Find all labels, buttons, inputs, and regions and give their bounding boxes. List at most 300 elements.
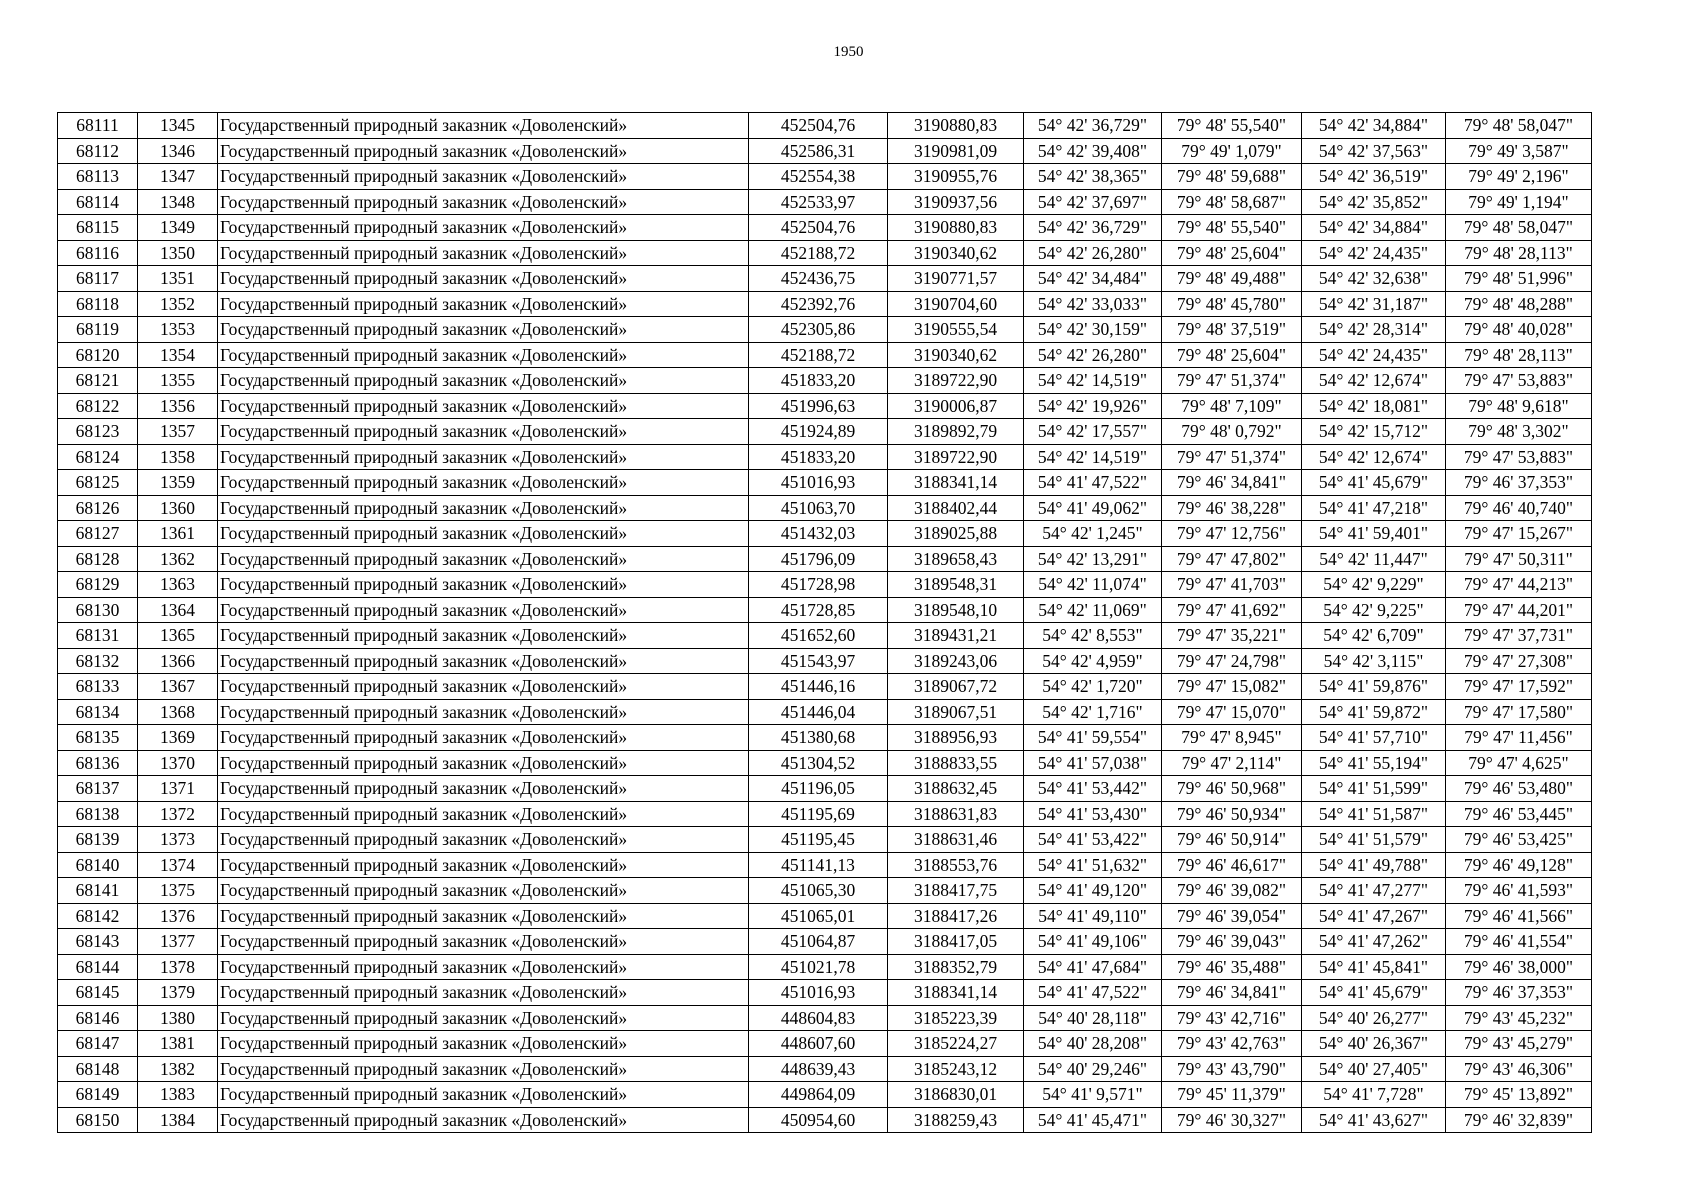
row-number-cell: 68126 [58,495,138,521]
x-coordinate-cell: 452436,75 [749,266,888,292]
latitude-2-cell: 54° 42' 9,229" [1302,572,1446,598]
latitude-1-cell: 54° 42' 1,720" [1024,674,1162,700]
object-name-cell: Государственный природный заказник «Доволенский» [218,1082,749,1108]
y-coordinate-cell: 3188631,83 [888,801,1024,827]
latitude-2-cell: 54° 42' 9,225" [1302,597,1446,623]
x-coordinate-cell: 451446,04 [749,699,888,725]
longitude-2-cell: 79° 43' 45,232" [1446,1005,1592,1031]
longitude-1-cell: 79° 45' 11,379" [1162,1082,1302,1108]
latitude-2-cell: 54° 42' 24,435" [1302,342,1446,368]
latitude-2-cell: 54° 41' 59,401" [1302,521,1446,547]
y-coordinate-cell: 3188402,44 [888,495,1024,521]
table-row [58,852,1592,878]
longitude-1-cell: 79° 48' 7,109" [1162,393,1302,419]
longitude-2-cell: 79° 46' 41,554" [1446,929,1592,955]
x-coordinate-cell: 452188,72 [749,342,888,368]
longitude-1-cell: 79° 47' 15,070" [1162,699,1302,725]
point-number-cell: 1347 [138,164,218,190]
table-body [58,113,1592,1133]
x-coordinate-cell: 452554,38 [749,164,888,190]
longitude-1-cell: 79° 47' 35,221" [1162,623,1302,649]
latitude-2-cell: 54° 41' 45,841" [1302,954,1446,980]
x-coordinate-cell: 448607,60 [749,1031,888,1057]
y-coordinate-cell: 3188553,76 [888,852,1024,878]
y-coordinate-cell: 3190340,62 [888,342,1024,368]
point-number-cell: 1348 [138,189,218,215]
y-coordinate-cell: 3188417,05 [888,929,1024,955]
latitude-1-cell: 54° 42' 13,291" [1024,546,1162,572]
object-name-cell: Государственный природный заказник «Доволенский» [218,215,749,241]
point-number-cell: 1380 [138,1005,218,1031]
point-number-cell: 1354 [138,342,218,368]
table-row [58,470,1592,496]
object-name-cell: Государственный природный заказник «Доволенский» [218,827,749,853]
row-number-cell: 68118 [58,291,138,317]
longitude-1-cell: 79° 47' 8,945" [1162,725,1302,751]
x-coordinate-cell: 451016,93 [749,470,888,496]
table-row [58,1107,1592,1133]
point-number-cell: 1361 [138,521,218,547]
point-number-cell: 1379 [138,980,218,1006]
latitude-2-cell: 54° 41' 59,872" [1302,699,1446,725]
latitude-2-cell: 54° 40' 26,277" [1302,1005,1446,1031]
longitude-2-cell: 79° 43' 45,279" [1446,1031,1592,1057]
x-coordinate-cell: 452533,97 [749,189,888,215]
latitude-2-cell: 54° 42' 35,852" [1302,189,1446,215]
latitude-2-cell: 54° 42' 3,115" [1302,648,1446,674]
x-coordinate-cell: 451141,13 [749,852,888,878]
row-number-cell: 68128 [58,546,138,572]
latitude-2-cell: 54° 41' 47,218" [1302,495,1446,521]
row-number-cell: 68138 [58,801,138,827]
y-coordinate-cell: 3188417,75 [888,878,1024,904]
table-row [58,266,1592,292]
latitude-1-cell: 54° 42' 11,074" [1024,572,1162,598]
longitude-1-cell: 79° 49' 1,079" [1162,138,1302,164]
latitude-1-cell: 54° 42' 14,519" [1024,444,1162,470]
point-number-cell: 1356 [138,393,218,419]
x-coordinate-cell: 452504,76 [749,215,888,241]
x-coordinate-cell: 451543,97 [749,648,888,674]
longitude-1-cell: 79° 48' 55,540" [1162,215,1302,241]
point-number-cell: 1349 [138,215,218,241]
longitude-1-cell: 79° 46' 46,617" [1162,852,1302,878]
point-number-cell: 1364 [138,597,218,623]
longitude-2-cell: 79° 47' 37,731" [1446,623,1592,649]
longitude-2-cell: 79° 47' 4,625" [1446,750,1592,776]
longitude-1-cell: 79° 48' 59,688" [1162,164,1302,190]
longitude-1-cell: 79° 47' 51,374" [1162,368,1302,394]
x-coordinate-cell: 451064,87 [749,929,888,955]
longitude-2-cell: 79° 46' 40,740" [1446,495,1592,521]
point-number-cell: 1345 [138,113,218,139]
x-coordinate-cell: 449864,09 [749,1082,888,1108]
row-number-cell: 68131 [58,623,138,649]
longitude-1-cell: 79° 47' 41,692" [1162,597,1302,623]
y-coordinate-cell: 3190340,62 [888,240,1024,266]
y-coordinate-cell: 3188833,55 [888,750,1024,776]
latitude-1-cell: 54° 41' 51,632" [1024,852,1162,878]
object-name-cell: Государственный природный заказник «Доволенский» [218,1005,749,1031]
table-row [58,980,1592,1006]
table-row [58,342,1592,368]
point-number-cell: 1370 [138,750,218,776]
row-number-cell: 68150 [58,1107,138,1133]
latitude-1-cell: 54° 42' 34,484" [1024,266,1162,292]
x-coordinate-cell: 451996,63 [749,393,888,419]
row-number-cell: 68111 [58,113,138,139]
longitude-1-cell: 79° 47' 41,703" [1162,572,1302,598]
longitude-1-cell: 79° 47' 2,114" [1162,750,1302,776]
latitude-1-cell: 54° 42' 11,069" [1024,597,1162,623]
point-number-cell: 1363 [138,572,218,598]
table-row [58,827,1592,853]
longitude-2-cell: 79° 48' 28,113" [1446,342,1592,368]
point-number-cell: 1351 [138,266,218,292]
object-name-cell: Государственный природный заказник «Доволенский» [218,1031,749,1057]
y-coordinate-cell: 3189548,10 [888,597,1024,623]
row-number-cell: 68149 [58,1082,138,1108]
object-name-cell: Государственный природный заказник «Доволенский» [218,495,749,521]
longitude-1-cell: 79° 46' 39,082" [1162,878,1302,904]
longitude-1-cell: 79° 46' 50,968" [1162,776,1302,802]
y-coordinate-cell: 3190555,54 [888,317,1024,343]
table-row [58,138,1592,164]
point-number-cell: 1352 [138,291,218,317]
latitude-1-cell: 54° 41' 57,038" [1024,750,1162,776]
x-coordinate-cell: 451065,01 [749,903,888,929]
x-coordinate-cell: 451924,89 [749,419,888,445]
point-number-cell: 1383 [138,1082,218,1108]
y-coordinate-cell: 3189658,43 [888,546,1024,572]
x-coordinate-cell: 451065,30 [749,878,888,904]
latitude-1-cell: 54° 41' 59,554" [1024,725,1162,751]
object-name-cell: Государственный природный заказник «Доволенский» [218,189,749,215]
latitude-2-cell: 54° 41' 45,679" [1302,980,1446,1006]
longitude-1-cell: 79° 46' 38,228" [1162,495,1302,521]
longitude-1-cell: 79° 47' 24,798" [1162,648,1302,674]
longitude-1-cell: 79° 46' 35,488" [1162,954,1302,980]
x-coordinate-cell: 450954,60 [749,1107,888,1133]
point-number-cell: 1374 [138,852,218,878]
object-name-cell: Государственный природный заказник «Доволенский» [218,470,749,496]
latitude-2-cell: 54° 42' 6,709" [1302,623,1446,649]
coordinates-table-container [57,112,1591,1133]
point-number-cell: 1372 [138,801,218,827]
latitude-1-cell: 54° 41' 49,110" [1024,903,1162,929]
y-coordinate-cell: 3189548,31 [888,572,1024,598]
longitude-2-cell: 79° 43' 46,306" [1446,1056,1592,1082]
object-name-cell: Государственный природный заказник «Доволенский» [218,903,749,929]
table-row [58,1005,1592,1031]
object-name-cell: Государственный природный заказник «Доволенский» [218,980,749,1006]
longitude-1-cell: 79° 48' 49,488" [1162,266,1302,292]
row-number-cell: 68129 [58,572,138,598]
latitude-1-cell: 54° 42' 14,519" [1024,368,1162,394]
longitude-1-cell: 79° 47' 51,374" [1162,444,1302,470]
latitude-2-cell: 54° 42' 12,674" [1302,368,1446,394]
object-name-cell: Государственный природный заказник «Доволенский» [218,750,749,776]
latitude-2-cell: 54° 42' 11,447" [1302,546,1446,572]
point-number-cell: 1366 [138,648,218,674]
table-row [58,546,1592,572]
point-number-cell: 1377 [138,929,218,955]
latitude-2-cell: 54° 41' 51,599" [1302,776,1446,802]
table-row [58,164,1592,190]
object-name-cell: Государственный природный заказник «Доволенский» [218,725,749,751]
y-coordinate-cell: 3190981,09 [888,138,1024,164]
table-row [58,674,1592,700]
longitude-1-cell: 79° 43' 43,790" [1162,1056,1302,1082]
latitude-2-cell: 54° 42' 31,187" [1302,291,1446,317]
longitude-2-cell: 79° 46' 38,000" [1446,954,1592,980]
y-coordinate-cell: 3189431,21 [888,623,1024,649]
latitude-1-cell: 54° 42' 38,365" [1024,164,1162,190]
x-coordinate-cell: 452586,31 [749,138,888,164]
latitude-1-cell: 54° 42' 36,729" [1024,113,1162,139]
table-row [58,521,1592,547]
y-coordinate-cell: 3189025,88 [888,521,1024,547]
latitude-1-cell: 54° 41' 49,106" [1024,929,1162,955]
latitude-1-cell: 54° 42' 8,553" [1024,623,1162,649]
longitude-2-cell: 79° 49' 1,194" [1446,189,1592,215]
latitude-1-cell: 54° 42' 26,280" [1024,342,1162,368]
longitude-2-cell: 79° 49' 3,587" [1446,138,1592,164]
latitude-1-cell: 54° 42' 17,557" [1024,419,1162,445]
latitude-2-cell: 54° 42' 34,884" [1302,215,1446,241]
latitude-1-cell: 54° 42' 30,159" [1024,317,1162,343]
longitude-1-cell: 79° 46' 39,043" [1162,929,1302,955]
point-number-cell: 1384 [138,1107,218,1133]
latitude-2-cell: 54° 42' 34,884" [1302,113,1446,139]
longitude-2-cell: 79° 47' 53,883" [1446,368,1592,394]
table-row [58,240,1592,266]
object-name-cell: Государственный природный заказник «Доволенский» [218,419,749,445]
coordinates-table [57,112,1592,1133]
object-name-cell: Государственный природный заказник «Доволенский» [218,929,749,955]
row-number-cell: 68130 [58,597,138,623]
y-coordinate-cell: 3189722,90 [888,444,1024,470]
object-name-cell: Государственный природный заказник «Доволенский» [218,444,749,470]
longitude-2-cell: 79° 47' 15,267" [1446,521,1592,547]
x-coordinate-cell: 448639,43 [749,1056,888,1082]
row-number-cell: 68133 [58,674,138,700]
table-row [58,597,1592,623]
y-coordinate-cell: 3188341,14 [888,470,1024,496]
longitude-1-cell: 79° 46' 50,914" [1162,827,1302,853]
object-name-cell: Государственный природный заказник «Доволенский» [218,368,749,394]
point-number-cell: 1350 [138,240,218,266]
table-row [58,189,1592,215]
object-name-cell: Государственный природный заказник «Доволенский» [218,546,749,572]
latitude-2-cell: 54° 41' 43,627" [1302,1107,1446,1133]
longitude-2-cell: 79° 49' 2,196" [1446,164,1592,190]
object-name-cell: Государственный природный заказник «Доволенский» [218,954,749,980]
row-number-cell: 68112 [58,138,138,164]
point-number-cell: 1373 [138,827,218,853]
latitude-1-cell: 54° 41' 53,442" [1024,776,1162,802]
y-coordinate-cell: 3188417,26 [888,903,1024,929]
latitude-1-cell: 54° 42' 1,716" [1024,699,1162,725]
x-coordinate-cell: 451728,85 [749,597,888,623]
x-coordinate-cell: 451796,09 [749,546,888,572]
row-number-cell: 68141 [58,878,138,904]
longitude-2-cell: 79° 46' 37,353" [1446,470,1592,496]
table-row [58,419,1592,445]
latitude-2-cell: 54° 42' 18,081" [1302,393,1446,419]
table-row [58,699,1592,725]
point-number-cell: 1358 [138,444,218,470]
x-coordinate-cell: 451063,70 [749,495,888,521]
object-name-cell: Государственный природный заказник «Доволенский» [218,776,749,802]
y-coordinate-cell: 3188631,46 [888,827,1024,853]
table-row [58,954,1592,980]
object-name-cell: Государственный природный заказник «Доволенский» [218,878,749,904]
x-coordinate-cell: 451728,98 [749,572,888,598]
latitude-2-cell: 54° 42' 24,435" [1302,240,1446,266]
point-number-cell: 1359 [138,470,218,496]
y-coordinate-cell: 3188259,43 [888,1107,1024,1133]
table-row [58,623,1592,649]
latitude-2-cell: 54° 41' 47,267" [1302,903,1446,929]
y-coordinate-cell: 3190937,56 [888,189,1024,215]
longitude-2-cell: 79° 47' 27,308" [1446,648,1592,674]
latitude-1-cell: 54° 41' 53,430" [1024,801,1162,827]
row-number-cell: 68132 [58,648,138,674]
longitude-2-cell: 79° 45' 13,892" [1446,1082,1592,1108]
longitude-2-cell: 79° 46' 53,445" [1446,801,1592,827]
longitude-2-cell: 79° 48' 28,113" [1446,240,1592,266]
row-number-cell: 68143 [58,929,138,955]
row-number-cell: 68123 [58,419,138,445]
longitude-1-cell: 79° 48' 0,792" [1162,419,1302,445]
y-coordinate-cell: 3189067,72 [888,674,1024,700]
object-name-cell: Государственный природный заказник «Доволенский» [218,674,749,700]
longitude-1-cell: 79° 46' 34,841" [1162,980,1302,1006]
row-number-cell: 68127 [58,521,138,547]
longitude-2-cell: 79° 46' 53,425" [1446,827,1592,853]
y-coordinate-cell: 3190880,83 [888,113,1024,139]
latitude-1-cell: 54° 40' 29,246" [1024,1056,1162,1082]
longitude-2-cell: 79° 48' 40,028" [1446,317,1592,343]
latitude-2-cell: 54° 40' 27,405" [1302,1056,1446,1082]
x-coordinate-cell: 452305,86 [749,317,888,343]
x-coordinate-cell: 452188,72 [749,240,888,266]
y-coordinate-cell: 3185243,12 [888,1056,1024,1082]
point-number-cell: 1353 [138,317,218,343]
row-number-cell: 68125 [58,470,138,496]
longitude-2-cell: 79° 47' 53,883" [1446,444,1592,470]
x-coordinate-cell: 451016,93 [749,980,888,1006]
latitude-2-cell: 54° 41' 47,262" [1302,929,1446,955]
latitude-2-cell: 54° 41' 47,277" [1302,878,1446,904]
latitude-1-cell: 54° 42' 39,408" [1024,138,1162,164]
x-coordinate-cell: 451833,20 [749,444,888,470]
latitude-1-cell: 54° 41' 53,422" [1024,827,1162,853]
object-name-cell: Государственный природный заказник «Доволенский» [218,164,749,190]
y-coordinate-cell: 3189243,06 [888,648,1024,674]
longitude-1-cell: 79° 48' 58,687" [1162,189,1302,215]
row-number-cell: 68116 [58,240,138,266]
x-coordinate-cell: 451195,69 [749,801,888,827]
row-number-cell: 68144 [58,954,138,980]
x-coordinate-cell: 452504,76 [749,113,888,139]
table-row [58,1056,1592,1082]
table-row [58,750,1592,776]
longitude-2-cell: 79° 47' 50,311" [1446,546,1592,572]
latitude-1-cell: 54° 41' 47,522" [1024,980,1162,1006]
table-row [58,1031,1592,1057]
row-number-cell: 68124 [58,444,138,470]
latitude-1-cell: 54° 42' 26,280" [1024,240,1162,266]
longitude-2-cell: 79° 46' 41,566" [1446,903,1592,929]
longitude-2-cell: 79° 47' 17,592" [1446,674,1592,700]
table-row [58,317,1592,343]
latitude-2-cell: 54° 42' 12,674" [1302,444,1446,470]
object-name-cell: Государственный природный заказник «Доволенский» [218,240,749,266]
table-row [58,572,1592,598]
latitude-1-cell: 54° 42' 1,245" [1024,521,1162,547]
longitude-1-cell: 79° 48' 25,604" [1162,240,1302,266]
latitude-2-cell: 54° 41' 49,788" [1302,852,1446,878]
object-name-cell: Государственный природный заказник «Доволенский» [218,393,749,419]
row-number-cell: 68134 [58,699,138,725]
longitude-1-cell: 79° 46' 39,054" [1162,903,1302,929]
object-name-cell: Государственный природный заказник «Доволенский» [218,1107,749,1133]
longitude-1-cell: 79° 47' 47,802" [1162,546,1302,572]
point-number-cell: 1371 [138,776,218,802]
x-coordinate-cell: 448604,83 [749,1005,888,1031]
y-coordinate-cell: 3190006,87 [888,393,1024,419]
y-coordinate-cell: 3188341,14 [888,980,1024,1006]
row-number-cell: 68113 [58,164,138,190]
latitude-1-cell: 54° 42' 33,033" [1024,291,1162,317]
latitude-1-cell: 54° 42' 36,729" [1024,215,1162,241]
longitude-2-cell: 79° 48' 58,047" [1446,113,1592,139]
row-number-cell: 68147 [58,1031,138,1057]
row-number-cell: 68120 [58,342,138,368]
row-number-cell: 68114 [58,189,138,215]
longitude-2-cell: 79° 47' 17,580" [1446,699,1592,725]
latitude-1-cell: 54° 42' 37,697" [1024,189,1162,215]
table-row [58,393,1592,419]
object-name-cell: Государственный природный заказник «Доволенский» [218,521,749,547]
y-coordinate-cell: 3188956,93 [888,725,1024,751]
latitude-2-cell: 54° 40' 26,367" [1302,1031,1446,1057]
x-coordinate-cell: 451021,78 [749,954,888,980]
page-number: 1950 [833,44,864,60]
longitude-1-cell: 79° 48' 55,540" [1162,113,1302,139]
x-coordinate-cell: 451196,05 [749,776,888,802]
point-number-cell: 1365 [138,623,218,649]
latitude-2-cell: 54° 42' 37,563" [1302,138,1446,164]
object-name-cell: Государственный природный заказник «Доволенский» [218,597,749,623]
x-coordinate-cell: 451380,68 [749,725,888,751]
object-name-cell: Государственный природный заказник «Доволенский» [218,623,749,649]
longitude-1-cell: 79° 47' 12,756" [1162,521,1302,547]
y-coordinate-cell: 3188352,79 [888,954,1024,980]
row-number-cell: 68139 [58,827,138,853]
longitude-1-cell: 79° 46' 34,841" [1162,470,1302,496]
table-row [58,1082,1592,1108]
object-name-cell: Государственный природный заказник «Доволенский» [218,699,749,725]
table-row [58,878,1592,904]
longitude-2-cell: 79° 46' 49,128" [1446,852,1592,878]
latitude-1-cell: 54° 41' 47,684" [1024,954,1162,980]
table-row [58,929,1592,955]
table-row [58,903,1592,929]
latitude-2-cell: 54° 42' 32,638" [1302,266,1446,292]
